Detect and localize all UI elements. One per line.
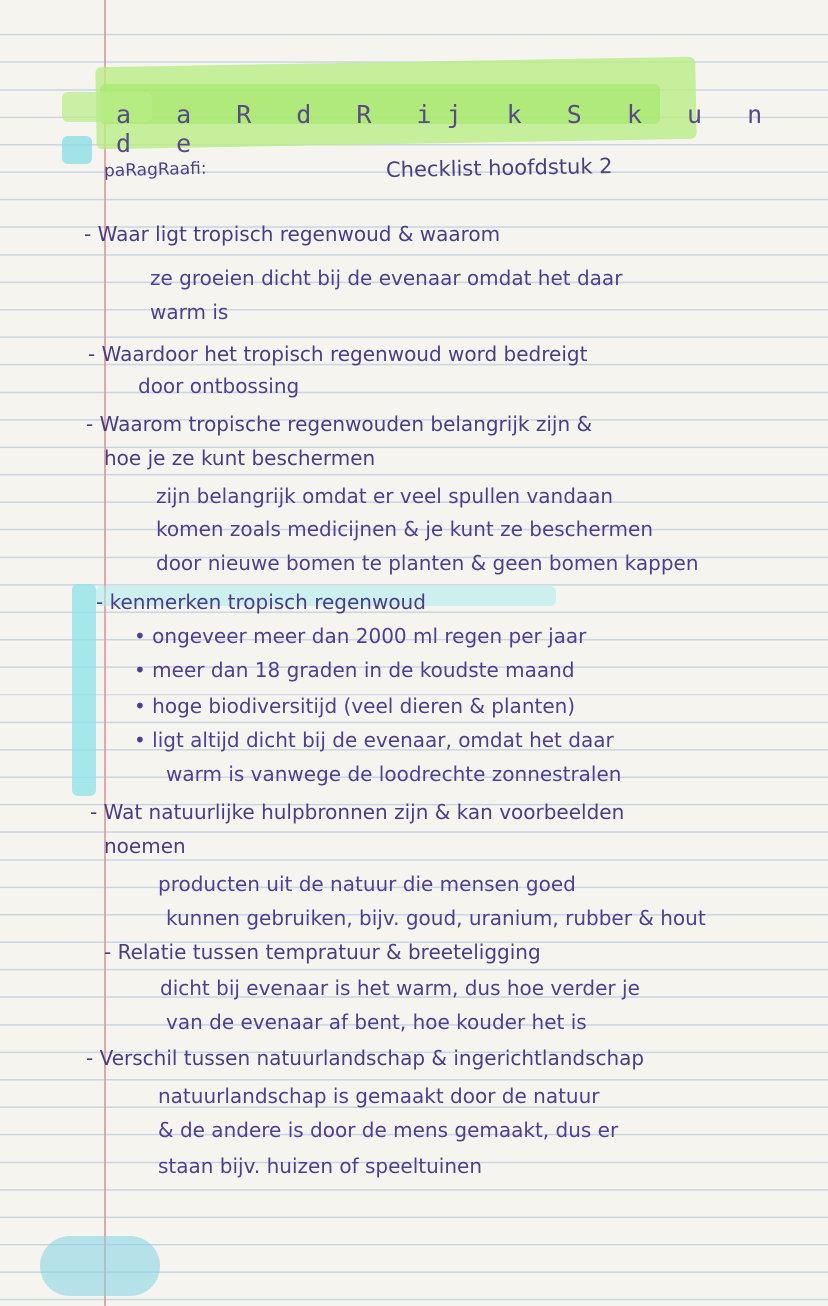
note-line: - kenmerken tropisch regenwoud [96,590,426,614]
note-line: - Waardoor het tropisch regenwoud word bedreigt [88,342,588,366]
checklist-title: Checklist hoofdstuk 2 [385,154,613,182]
note-line: producten uit de natuur die mensen goed [158,872,576,896]
note-line: - Wat natuurlijke hulpbronnen zijn & kan voorbeelden [90,800,625,824]
note-line: - Waarom tropische regenwouden belangrijk zijn & [86,412,593,436]
note-line: natuurlandschap is gemaakt door de natuur [158,1084,600,1108]
note-line: hoe je ze kunt beschermen [104,446,376,470]
note-line: van de evenaar af bent, hoe kouder het is [166,1010,587,1034]
note-line: warm is [150,300,229,324]
note-line: zijn belangrijk omdat er veel spullen vandaan [156,484,614,508]
note-line: staan bijv. huizen of speeltuinen [158,1154,483,1178]
note-line: - Relatie tussen tempratuur & breeteligging [104,940,541,964]
note-line: • hoge biodiversitijd (veel dieren & planten) [134,694,576,718]
note-line: dicht bij evenaar is het warm, dus hoe verder je [160,976,640,1000]
note-line: komen zoals medicijnen & je kunt ze beschermen [156,517,653,541]
note-line: warm is vanwege de loodrechte zonnestralen [166,762,622,786]
note-line: • ongeveer meer dan 2000 ml regen per jaar [134,624,587,648]
note-line: door ontbossing [138,374,300,398]
note-line: door nieuwe bomen te planten & geen bomen kappen [156,551,699,575]
note-line: - Verschil tussen natuurlandschap & ingerichtlandschap [86,1046,645,1070]
note-line: • meer dan 18 graden in de koudste maand [134,658,575,682]
page-title: a a R d R ij k S k u n d e [116,100,778,158]
note-line: noemen [104,834,186,858]
note-line: ze groeien dicht bij de evenaar omdat het daar [150,266,623,290]
note-line: & de andere is door de mens gemaakt, dus er [158,1118,619,1142]
paragraaf-label: paRagRaafi: [103,158,207,182]
note-line: - Waar ligt tropisch regenwoud & waarom [84,222,501,246]
note-line: • ligt altijd dicht bij de evenaar, omdat het daar [134,728,614,752]
note-line: kunnen gebruiken, bijv. goud, uranium, rubber & hout [166,906,706,930]
